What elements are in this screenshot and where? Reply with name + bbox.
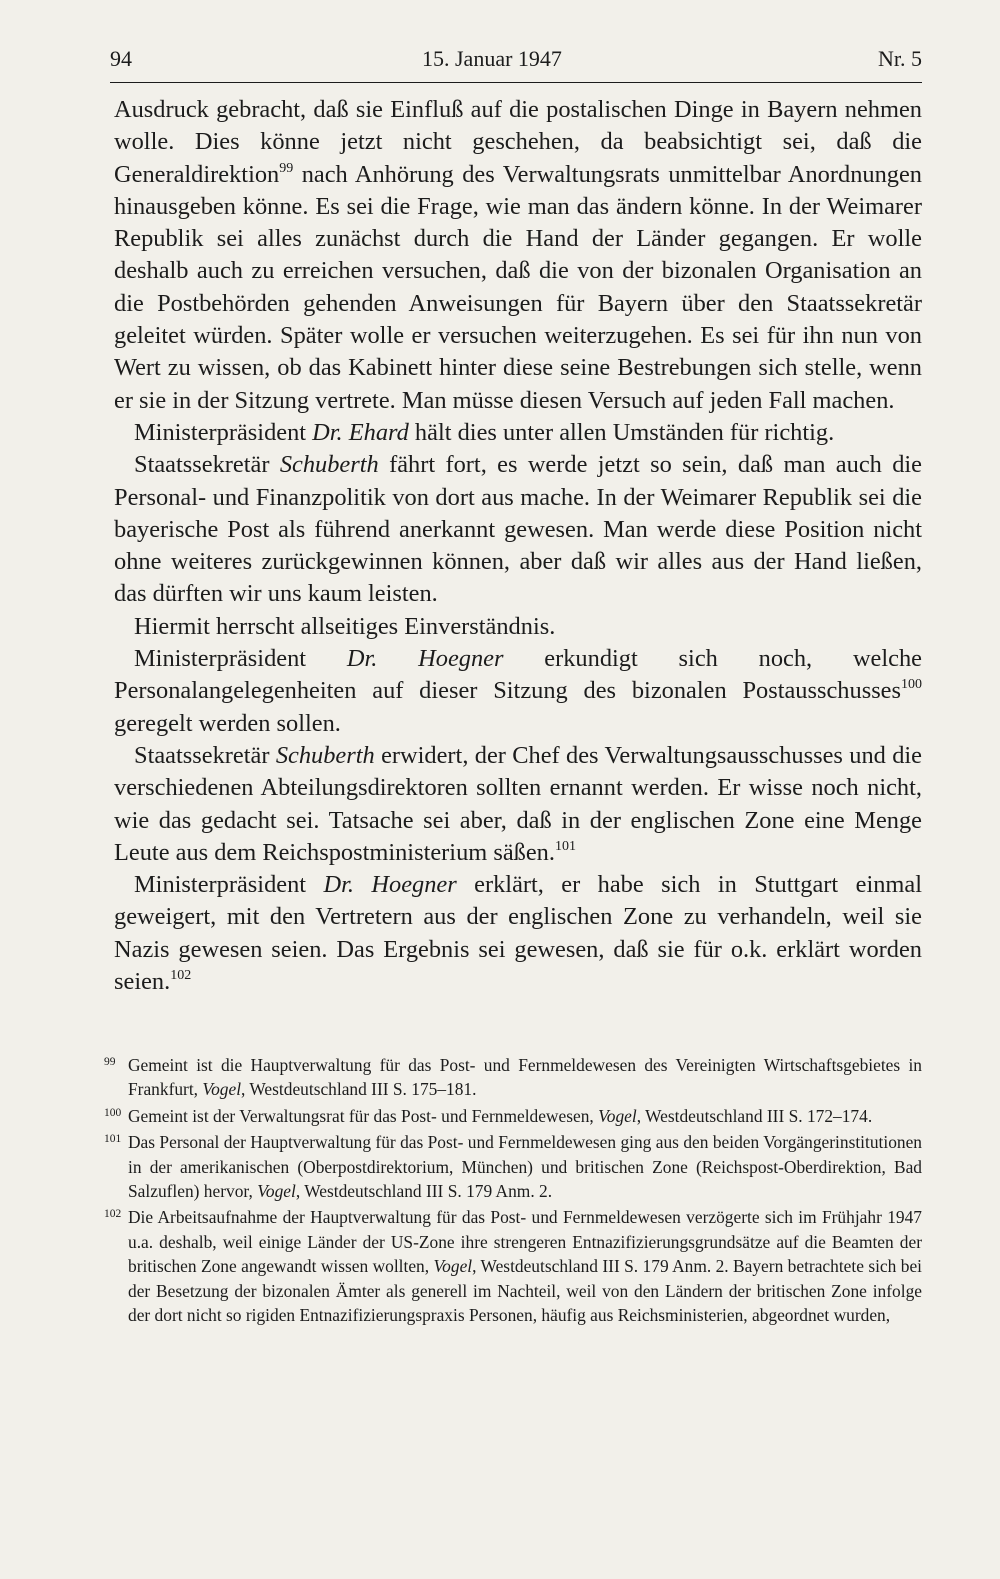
footnote-text (128, 1130, 922, 1203)
body-paragraph (114, 94, 922, 417)
text-run: hält dies unter allen Umständen für richtig. (408, 418, 835, 446)
text-run: Ausdruck gebracht, daß sie Einfluß auf die postalischen Dinge in Bayern nehmen wolle. Dies könne jetzt nicht geschehen, da beabsichtigt sei, daß die Generaldirektion (114, 96, 922, 188)
text-run: erkundigt sich noch, welche Personalangelegenheiten auf dieser Sitzung des bizonalen Postausschusses (114, 645, 923, 705)
text-run: Gemeint ist der Verwaltungsrat für das Post- und Fernmeldewesen, (128, 1105, 599, 1126)
body-paragraph (114, 417, 922, 449)
italic-name: Vogel (433, 1256, 473, 1277)
text-run: , Westdeutschland III S. 179 Anm. 2. (295, 1181, 553, 1202)
footnote-reference: 101 (554, 838, 576, 854)
footnote-reference: 99 (279, 160, 294, 176)
footnote-number: 99 (104, 1056, 116, 1068)
body-paragraph (114, 643, 922, 740)
text-run: nach Anhörung des Verwaltungsrats unmittelbar Anordnungen hinausgeben könne. Es sei die Frage, wie man das ändern könne. In der Weimarer Republik sei alles zunächst durch die Hand der Länder gegangen. Er wolle deshalb auch zu erreichen versuchen, daß die von der bizonalen Organisation an die Postbehörden gehenden Anweisungen für Bayern über den Staatssekretär geleitet würden. Später wolle er versuchen weiterzugehen. Es sei für ihn nun von Wert zu wissen, ob das Kabinett hinter diese seine Bestrebungen sich stelle, wenn er sie in der Sitzung vertrete. Man müsse diesen Versuch auf jeden Fall machen. (114, 160, 922, 414)
italic-name: Vogel (598, 1105, 637, 1126)
footnote-reference: 102 (170, 968, 192, 984)
issue-number: Nr. 5 (878, 46, 922, 71)
text-run: Staatssekretär (134, 741, 276, 769)
footnote (104, 1104, 922, 1128)
body-paragraph (114, 449, 922, 610)
body-paragraph (114, 869, 922, 998)
italic-name: Vogel (202, 1079, 242, 1100)
text-run: Staatssekretär (134, 451, 280, 479)
italic-name: Schuberth (275, 741, 375, 769)
text-run: geregelt werden sollen. (114, 709, 341, 737)
footnote-number: 101 (104, 1133, 122, 1146)
footnote-reference: 100 (901, 677, 922, 693)
body-paragraph (114, 740, 922, 869)
text-run: Hiermit herrscht allseitiges Einverständnis. (134, 612, 556, 640)
footnote-text (128, 1053, 922, 1102)
text-run: , Westdeutschland III S. 175–181. (241, 1079, 477, 1100)
body-text (114, 94, 922, 998)
italic-name: Dr. Ehard (312, 418, 409, 446)
header-date: 15. Januar 1947 (422, 46, 562, 71)
text-run: fährt fort, es werde jetzt so sein, daß man auch die Personal- und Finanzpolitik von dort aus mache. In der Weimarer Republik sei die bayerische Post als führend anerkannt gewesen. Man werde diese Position nicht ohne weiteres zurückgewinnen können, aber daß wir alles aus der Hand ließen, das dürften wir uns kaum leisten. (114, 451, 923, 608)
italic-name: Dr. Hoegner (323, 871, 457, 899)
text-run: Gemeint ist die Hauptverwaltung für das Post- und Fernmeldewesen des Vereinigten Wirtschaftsgebietes in Frankfurt, (128, 1055, 922, 1100)
body-paragraph (114, 611, 922, 643)
footnote (104, 1205, 922, 1327)
text-run: erwidert, der Chef des Verwaltungsausschusses und die verschiedenen Abteilungsdirektoren sollten ernannt werden. Er wisse noch nicht, wie das gedacht sei. Tatsache sei aber, daß in der englischen Zone eine Menge Leute aus dem Reichspostministerium säßen. (114, 741, 922, 866)
footnote (104, 1053, 922, 1102)
footnotes (104, 1053, 922, 1329)
text-run: Ministerpräsident (134, 871, 324, 899)
text-run: Ministerpräsident (134, 418, 313, 446)
text-run: Die Arbeitsaufnahme der Hauptverwaltung für das Post- und Fernmeldewesen verzögerte sich im Frühjahr 1947 u.a. deshalb, weil einige Länder der US-Zone ihre strengeren Entnazifizierungsgrundsätze auf die Beamten der britischen Zone angewandt wissen wollten, (128, 1207, 922, 1277)
page-number: 94 (110, 46, 132, 71)
text-run: , Westdeutschland III S. 172–174. (636, 1105, 873, 1126)
footnote-text (128, 1104, 922, 1128)
text-run: Das Personal der Hauptverwaltung für das Post- und Fernmeldewesen ging aus den beiden Vorgängerinstitutionen in der amerikanischen (Oberpostdirektorium, München) und britischen Zone (Reichspost-Oberdirektion, Bad Salzuflen) hervor, (128, 1132, 922, 1202)
running-header (110, 42, 922, 83)
footnote-number: 100 (104, 1106, 122, 1119)
footnote-text (128, 1205, 922, 1327)
footnote (104, 1130, 922, 1203)
italic-name: Vogel (257, 1181, 296, 1202)
italic-name: Dr. Hoegner (346, 645, 504, 673)
text-run: , Westdeutschland III S. 179 Anm. 2. Bayern betrachtete sich bei der Besetzung der bizonalen Ämter als generell im Nachteil, weil von den Ländern der britischen Zone infolge der dort nicht so rigiden Entnazifizierungspraxis Personen, häufig aus Reichsministerien, abgeordnet wurden, (128, 1256, 922, 1326)
footnote-number: 102 (104, 1208, 122, 1221)
text-run: Ministerpräsident (134, 645, 347, 673)
text-run: erklärt, er habe sich in Stuttgart einmal geweigert, mit den Vertretern aus der englischen Zone zu verhandeln, weil sie Nazis gewesen seien. Das Ergebnis sei gewesen, daß sie für o.k. erklärt worden seien. (114, 871, 922, 996)
italic-name: Schuberth (279, 451, 379, 479)
